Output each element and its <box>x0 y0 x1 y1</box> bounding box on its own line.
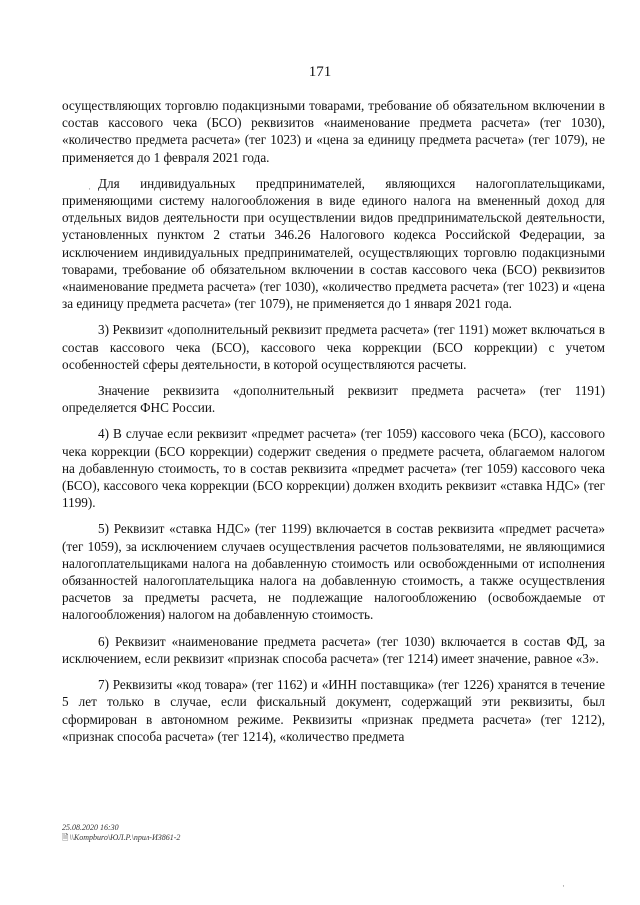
paragraph-7: 6) Реквизит «наименование предмета расчета» (тег 1030) включается в состав ФД, за исключением, если реквизит «признак способа расчета» (тег 1214) имеет значение, равное «3». <box>62 633 605 666</box>
scan-speck: · <box>562 881 565 891</box>
footer-timestamp: 25.08.2020 16:30 <box>62 823 119 832</box>
page-number: 171 <box>308 64 332 80</box>
paragraph-1: осуществляющих торговлю подакцизными товарами, требование об обязательном включении в состав кассового чека (БСО) реквизитов «наименование предмета расчета» (тег 1030), «количество предмета расчета» (тег 1023) и «цена за единицу предмета расчета» (тег 1079), не применяется до 1 февраля 2021 года. <box>62 98 605 165</box>
scan-speck: · <box>88 184 91 194</box>
paragraph-6: 5) Реквизит «ставка НДС» (тег 1199) включается в состав реквизита «предмет расчета» (тег 1059), за исключением случаев осуществления расчетов пользователями, не являющимися налогоплательщиками налога на добавленную стоимость или освобожденными от исполнения обязанностей налогоплательщика налога на добавленную стоимость, а также осуществления расчетов за предметы расчета, не подлежащие налогообложению (освобождаемые от налогообложения) налогом на добавленную стоимость. <box>62 521 605 623</box>
document-shortcut-icon: 🗎 <box>62 833 69 842</box>
paragraph-4: Значение реквизита «дополнительный реквизит предмета расчета» (тег 1191) определяется ФНС России. <box>62 383 605 416</box>
paragraph-8: 7) Реквизиты «код товара» (тег 1162) и «ИНН поставщика» (тег 1226) хранятся в течение 5 лет только в случае, если фискальный документ, содержащий эти реквизиты, был сформирован в автономном режиме. Реквизиты «признак предмета расчета» (тег 1212), «признак способа расчета» (тег 1214), «количество предмета <box>62 677 605 744</box>
paragraph-2: Для индивидуальных предпринимателей, являющихся налогоплательщиками, применяющими систему налогообложения в виде единого налога на вмененный доход для отдельных видов деятельности при осуществлении видов предпринимательской деятельности, установленных пунктом 2 статьи 346.26 Налогового кодекса Российской Федерации, за исключением индивидуальных предпринимателей, осуществляющих торговлю подакцизными товарами, требование об обязательном включении в состав кассового чека (БСО) реквизитов «наименование предмета расчета» (тег 1030), «количество предмета расчета» (тег 1023) и «цена за единицу предмета расчета» (тег 1079), не применяется до 1 января 2021 года. <box>62 175 605 312</box>
paragraph-3: 3) Реквизит «дополнительный реквизит предмета расчета» (тег 1191) может включаться в состав кассового чека (БСО), кассового чека коррекции (БСО коррекции) с учетом особенностей сферы деятельности, в которой осуществляются расчеты. <box>62 322 605 372</box>
paragraph-5: 4) В случае если реквизит «предмет расчета» (тег 1059) кассового чека (БСО), кассового чека коррекции (БСО коррекции) содержит сведения о предмете расчета, облагаемом налогом на добавленную стоимость, то в состав реквизита «предмет расчета» (тег 1059) кассового чека (БСО), кассового чека коррекции (БСО коррекции) должен входить реквизит «ставка НДС» (тег 1199). <box>62 426 605 511</box>
document-footer <box>62 823 180 843</box>
footer-path: \\Kompburo\ЮЛ.Р.\прил-ИЗ861-2 <box>69 833 181 842</box>
footer-path-line <box>62 833 180 843</box>
body-text <box>62 97 605 754</box>
